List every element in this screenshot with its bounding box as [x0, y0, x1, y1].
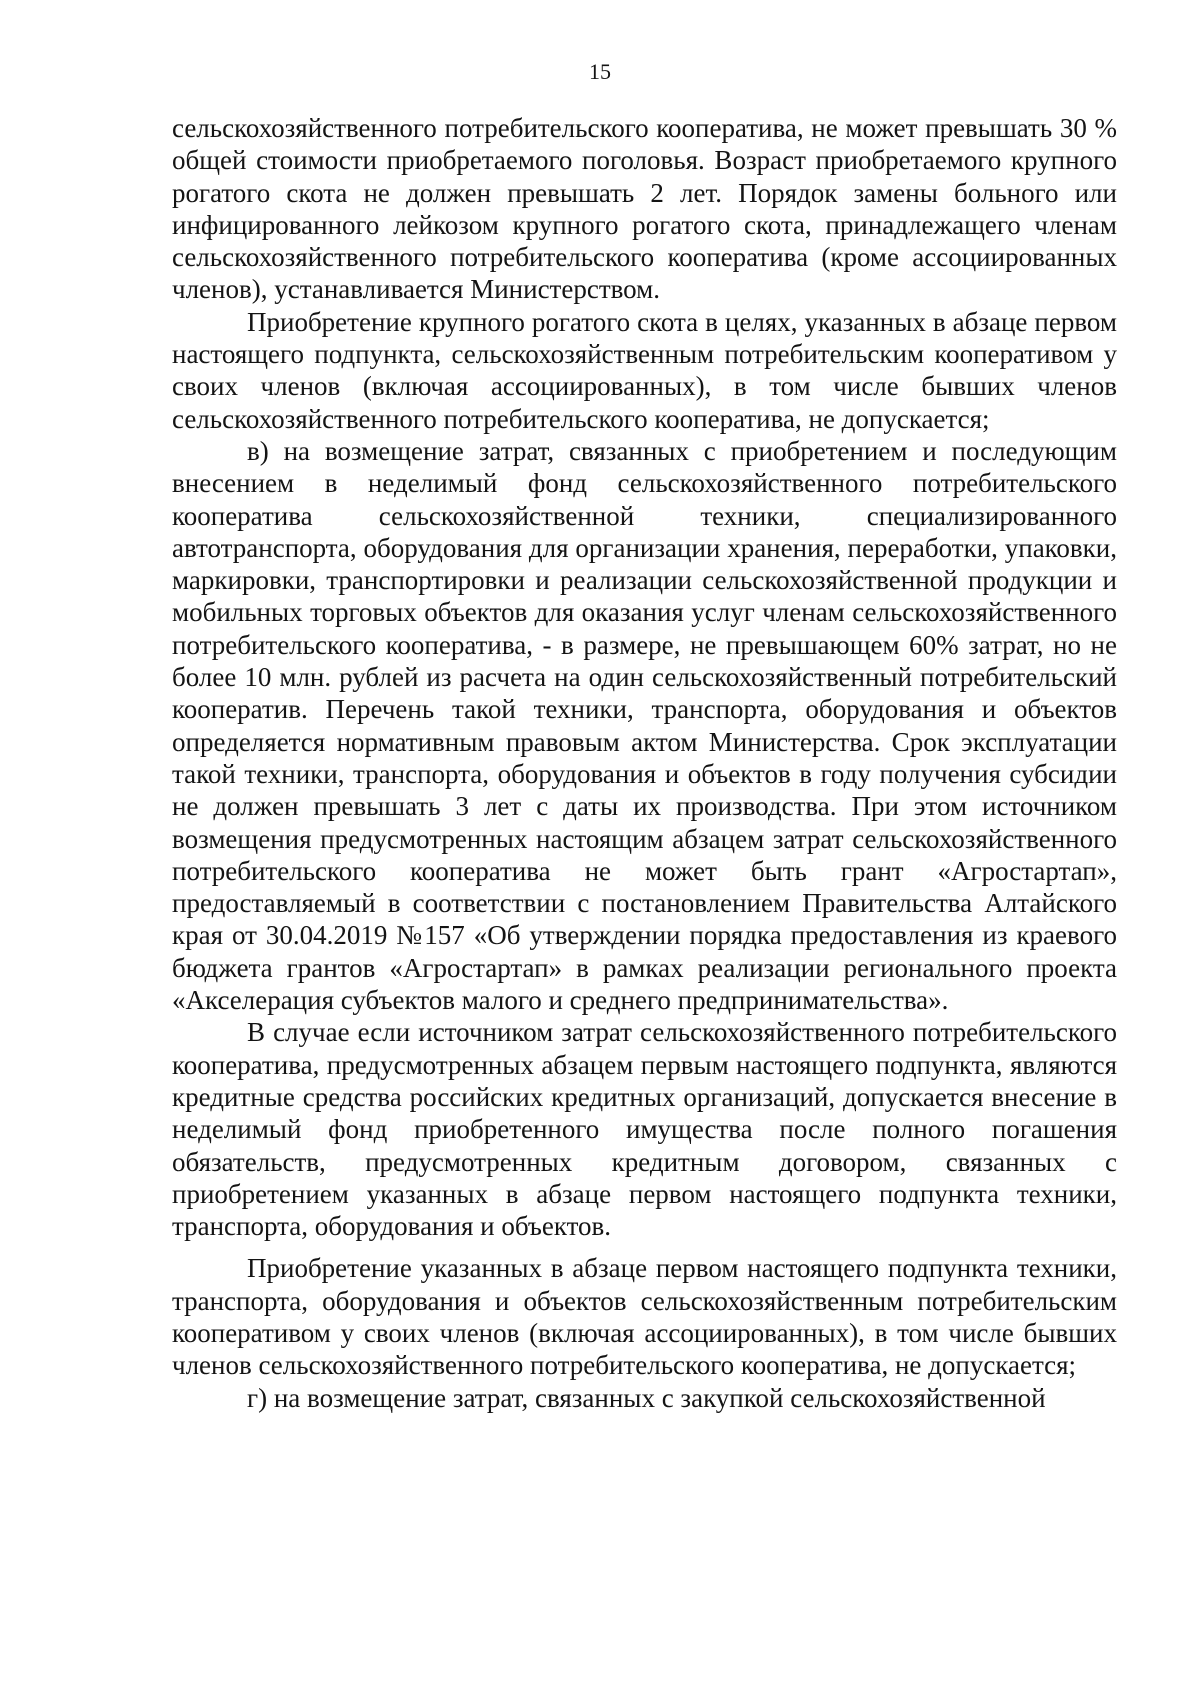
paragraph: Приобретение крупного рогатого скота в целях, указанных в абзаце первом настоящего подпункта, сельскохозяйственным потребительским кооперативом у своих членов (включая ассоциированных), в том числе бывших членов сельскохозяйственного потребительского кооператива, не допускается;	[172, 306, 1117, 434]
document-body	[172, 112, 1117, 1414]
paragraph: Приобретение указанных в абзаце первом настоящего подпункта техники, транспорта, оборудования и объектов сельскохозяйственным потребительским кооперативом у своих членов (включая ассоциированных), в том числе бывших членов сельскохозяйственного потребительского кооператива, не допускается;	[172, 1253, 1117, 1381]
paragraph-continuation: сельскохозяйственного потребительского кооператива, не может превышать 30 % общей стоимости приобретаемого поголовья. Возраст приобретаемого крупного рогатого скота не должен превышать 2 лет. Порядок замены больного или инфицированного лейкозом крупного рогатого скота, принадлежащего членам сельскохозяйственного потребительского кооператива (кроме ассоциированных членов), устанавливается Министерством.	[172, 113, 1117, 305]
paragraph-item-v: в) на возмещение затрат, связанных с приобретением и последующим внесением в неделимый фонд сельскохозяйственного потребительского кооператива сельскохозяйственной техники, специализированного автотранспорта, оборудования для организации хранения, переработки, упаковки, маркировки, транспортировки и реализации сельскохозяйственной продукции и мобильных торговых объектов для оказания услуг членам сельскохозяйственного потребительского кооператива, - в размере, не превышающем 60% затрат, но не более 10 млн. рублей из расчета на один сельскохозяйственный потребительский кооператив. Перечень такой техники, транспорта, оборудования и объектов определяется нормативным правовым актом Министерства. Срок эксплуатации такой техники, транспорта, оборудования и объектов в году получения субсидии не должен превышать 3 лет с даты их производства. При этом источником возмещения предусмотренных настоящим абзацем затрат сельскохозяйственного потребительского кооператива не может быть грант «Агростартап», предоставляемый в соответствии с постановлением Правительства Алтайского края от 30.04.2019 №157 «Об утверждении порядка предоставления из краевого бюджета грантов «Агростартап» в рамках реализации регионального проекта «Акселерация субъектов малого и среднего предпринимательства».	[172, 435, 1117, 1016]
paragraph-item-g: г) на возмещение затрат, связанных с закупкой сельскохозяйственной	[247, 1382, 1046, 1413]
page-number: 15	[589, 59, 611, 84]
paragraph: В случае если источником затрат сельскохозяйственного потребительского кооператива, предусмотренных абзацем первым настоящего подпункта, являются кредитные средства российских кредитных организаций, допускается внесение в неделимый фонд приобретенного имущества после полного погашения обязательств, предусмотренных кредитным договором, связанных с приобретением указанных в абзаце первом настоящего подпункта техники, транспорта, оборудования и объектов.	[172, 1017, 1117, 1242]
